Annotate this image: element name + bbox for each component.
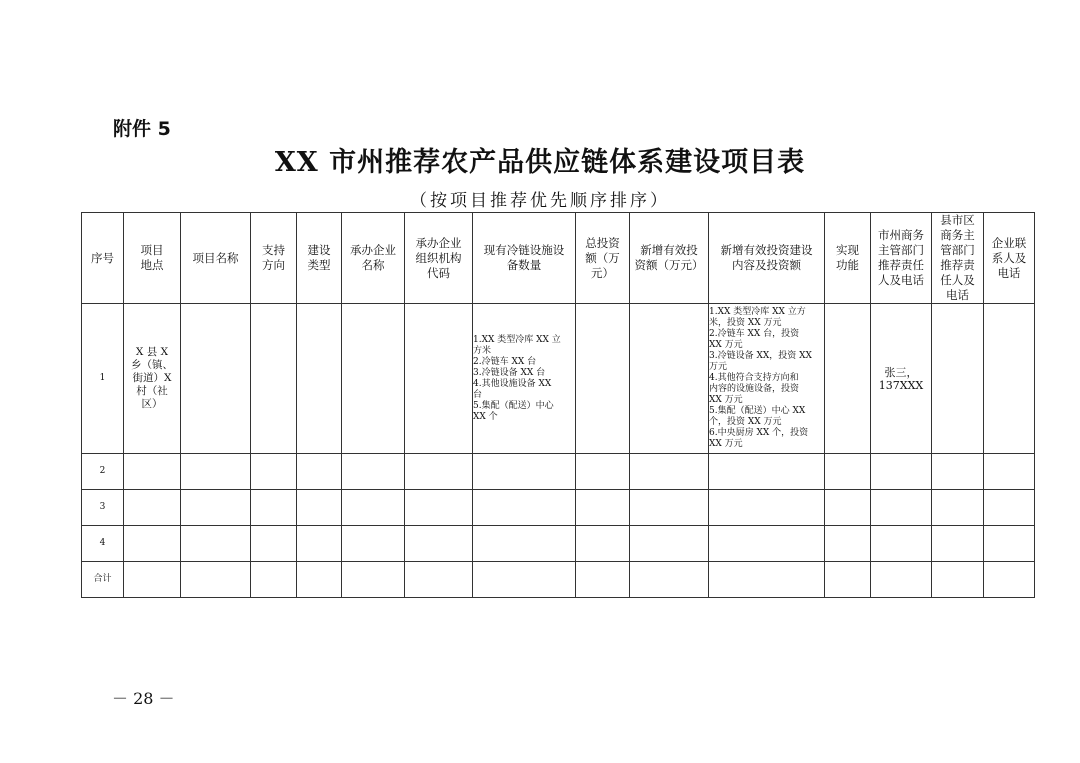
header-company-name: 承办企业 名称: [342, 213, 405, 304]
table-row: [82, 454, 1035, 490]
table-header-row: [82, 213, 1035, 304]
table-total-row: [82, 562, 1035, 598]
table-cell: [984, 304, 1035, 454]
row-new-content: 1.XX 类型冷库 XX 立方 米，投资 XX 万元 2.冷链车 XX 台，投资 XX 万元 3.冷链设备 XX，投资 XX 万元 4.其他符合支持方向和 内容的设施设备，投资 XX 万元 5.集配（配送）中心 XX 个，投资 XX 万元 6.中央厨房 XX 个，投资 XX 万元: [709, 304, 825, 454]
table-cell: [181, 304, 251, 454]
header-construction-type: 建设 类型: [297, 213, 342, 304]
header-total-investment: 总投资 额（万 元）: [576, 213, 630, 304]
header-project-name: 项目名称: [181, 213, 251, 304]
header-company-contact: 企业联 系人及 电话: [984, 213, 1035, 304]
table-cell: [576, 304, 630, 454]
row-index: 1: [82, 304, 124, 454]
total-label: 合计: [82, 562, 124, 598]
header-city-contact: 市州商务 主管部门 推荐责任 人及电话: [871, 213, 932, 304]
document-subtitle: （按项目推荐优先顺序排序）: [410, 191, 670, 211]
header-county-contact: 县市区 商务主 管部门 推荐责 任人及 电话: [932, 213, 984, 304]
header-index: 序号: [82, 213, 124, 304]
table-row: [82, 526, 1035, 562]
table-cell: [251, 304, 297, 454]
table-cell: [405, 304, 473, 454]
header-org-code: 承办企业 组织机构 代码: [405, 213, 473, 304]
row-city-contact: 张三， 137XXX: [871, 304, 932, 454]
table-cell: [297, 304, 342, 454]
header-location: 项目 地点: [124, 213, 181, 304]
header-existing-facilities: 现有冷链设施设 备数量: [473, 213, 576, 304]
header-new-investment: 新增有效投 资额（万元）: [630, 213, 709, 304]
header-support-direction: 支持 方向: [251, 213, 297, 304]
table-cell: [825, 304, 871, 454]
row-index: 2: [82, 454, 124, 490]
header-function: 实现 功能: [825, 213, 871, 304]
row-index: 4: [82, 526, 124, 562]
header-new-content: 新增有效投资建设 内容及投资额: [709, 213, 825, 304]
attachment-label: 附件 5: [113, 118, 171, 140]
project-table: [81, 212, 1035, 598]
document-title: XX 市州推荐农产品供应链体系建设项目表: [274, 147, 806, 178]
table-cell: [932, 304, 984, 454]
table-cell: [630, 304, 709, 454]
row-index: 3: [82, 490, 124, 526]
table-cell: [342, 304, 405, 454]
table-row: [82, 304, 1035, 454]
table-row: [82, 490, 1035, 526]
row-existing-facilities: 1.XX 类型冷库 XX 立 方米 2.冷链车 XX 台 3.冷链设备 XX 台 4.其他设施设备 XX 台 5.集配（配送）中心 XX 个: [473, 304, 576, 454]
page-number: － 28 －: [112, 689, 175, 708]
row-location: X 县 X 乡（镇、 街道）X 村（社 区）: [124, 304, 181, 454]
